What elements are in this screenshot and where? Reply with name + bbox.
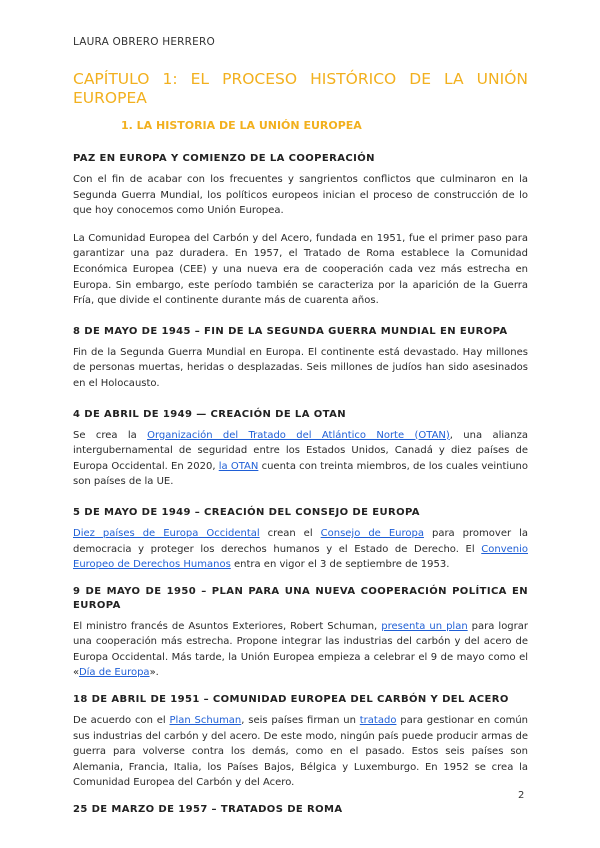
page-number: 2 — [518, 790, 525, 801]
section-plan-schuman — [73, 585, 528, 681]
text-run: El ministro francés de Asuntos Exteriores, Robert Schuman, — [73, 620, 382, 632]
text-run: para promover la democracia y proteger los derechos humanos y el Estado de Derecho. El — [73, 527, 528, 555]
section-title: 18 DE ABRIL DE 1951 – COMUNIDAD EUROPEA DEL CARBÓN Y DEL ACERO — [73, 694, 509, 706]
section-title: PAZ EN EUROPA Y COMIENZO DE LA COOPERACIÓN — [73, 153, 375, 164]
section-tratados-de-roma — [73, 803, 528, 817]
paragraph — [73, 713, 528, 791]
text-run: De acuerdo con el — [73, 715, 170, 727]
section-title: 5 DE MAYO DE 1949 – CREACIÓN DEL CONSEJO DE EUROPA — [73, 506, 420, 518]
link-presenta-un-plan[interactable]: presenta un plan — [381, 620, 468, 632]
document-body — [73, 152, 528, 823]
text-run: para gestionar en común sus industrias del carbón y del acero. De este modo, ningún país puede producir armas de guerra para volverse contra los demás, como en el pasado. Estos seis países son Alemania, Francia, Italia, los Países Bajos, Bélgica y Luxemburgo. En 1952 se crea la Comunidad Europea del Carbón y del Acero. — [73, 715, 528, 789]
text-run: ». — [149, 667, 159, 679]
section-fin-segunda-guerra — [73, 325, 528, 392]
section-consejo-de-europa — [73, 506, 528, 573]
section-title: 8 DE MAYO DE 1945 – FIN DE LA SEGUNDA GUERRA MUNDIAL EN EUROPA — [73, 325, 508, 337]
section-paz-en-europa — [73, 152, 528, 309]
section-subtitle: 1. LA HISTORIA DE LA UNIÓN EUROPEA — [121, 119, 362, 132]
link-la-otan[interactable]: la OTAN — [218, 460, 259, 472]
paragraph — [73, 619, 528, 681]
paragraph — [73, 526, 528, 573]
paragraph: Con el fin de acabar con los frecuentes y sangrientos conflictos que culminaron en la Segunda Guerra Mundial, los políticos europeos inician el proceso de construcción de lo que hoy conocemos como Unión Europea. — [73, 174, 528, 217]
link-dia-de-europa[interactable]: Día de Europa — [78, 667, 150, 679]
paragraph: La Comunidad Europea del Carbón y del Acero, fundada en 1951, fue el primer paso para garantizar una paz duradera. En 1957, el Tratado de Roma establece la Comunidad Económica Europea (CEE) y una nueva era de cooperación cada vez más estrecha en Europa. Sin embargo, este período también se caracteriza por la aparición de la Guerra Fría, que divide el continente durante más de cuarenta años. — [73, 232, 528, 307]
text-run: , una alianza intergubernamental de seguridad entre los Estados Unidos, Canadá y diez países de Europa Occidental. En 2020, — [73, 429, 528, 472]
link-consejo-de-europa[interactable]: Consejo de Europa — [320, 527, 424, 539]
link-tratado[interactable]: tratado — [359, 715, 397, 727]
section-creacion-otan — [73, 408, 528, 490]
text-run: Se crea la — [73, 429, 148, 441]
text-run: , seis países firman un — [241, 715, 360, 727]
header-author: LAURA OBRERO HERRERO — [73, 36, 215, 48]
chapter-title: CAPÍTULO 1: EL PROCESO HISTÓRICO DE LA UNIÓN EUROPEA — [73, 70, 528, 107]
section-ceca — [73, 693, 528, 791]
section-title: 25 DE MARZO DE 1957 – TRATADOS DE ROMA — [73, 804, 343, 816]
text-run: para lograr una cooperación más estrecha. Propone integrar las industrias del carbón y del acero de Europa Occidental. Más tarde, la Unión Europea empieza a celebrar el 9 de mayo como el « — [73, 620, 529, 679]
link-diez-paises[interactable]: Diez países de Europa Occidental — [73, 527, 260, 539]
text-run: crean el — [259, 527, 321, 539]
link-convenio-derechos-humanos[interactable]: Convenio Europeo de Derechos Humanos — [73, 543, 528, 571]
paragraph — [73, 428, 528, 490]
text-run: entra en vigor el 3 de septiembre de 1953. — [230, 559, 450, 571]
paragraph: Fin de la Segunda Guerra Mundial en Europa. El continente está devastado. Hay millones de personas muertas, heridas o desplazadas. Seis millones de judíos han sido asesinados en el Holocausto. — [73, 346, 528, 389]
section-title: 4 DE ABRIL DE 1949 — CREACIÓN DE LA OTAN — [73, 408, 346, 420]
link-otan-organizacion[interactable]: Organización del Tratado del Atlántico Norte (OTAN) — [147, 429, 450, 441]
text-run: cuenta con treinta miembros, de los cuales veintiuno son países de la UE. — [73, 460, 528, 488]
section-title: 9 DE MAYO DE 1950 – PLAN PARA UNA NUEVA COOPERACIÓN POLÍTICA EN EUROPA — [73, 585, 528, 611]
link-plan-schuman[interactable]: Plan Schuman — [169, 715, 242, 727]
